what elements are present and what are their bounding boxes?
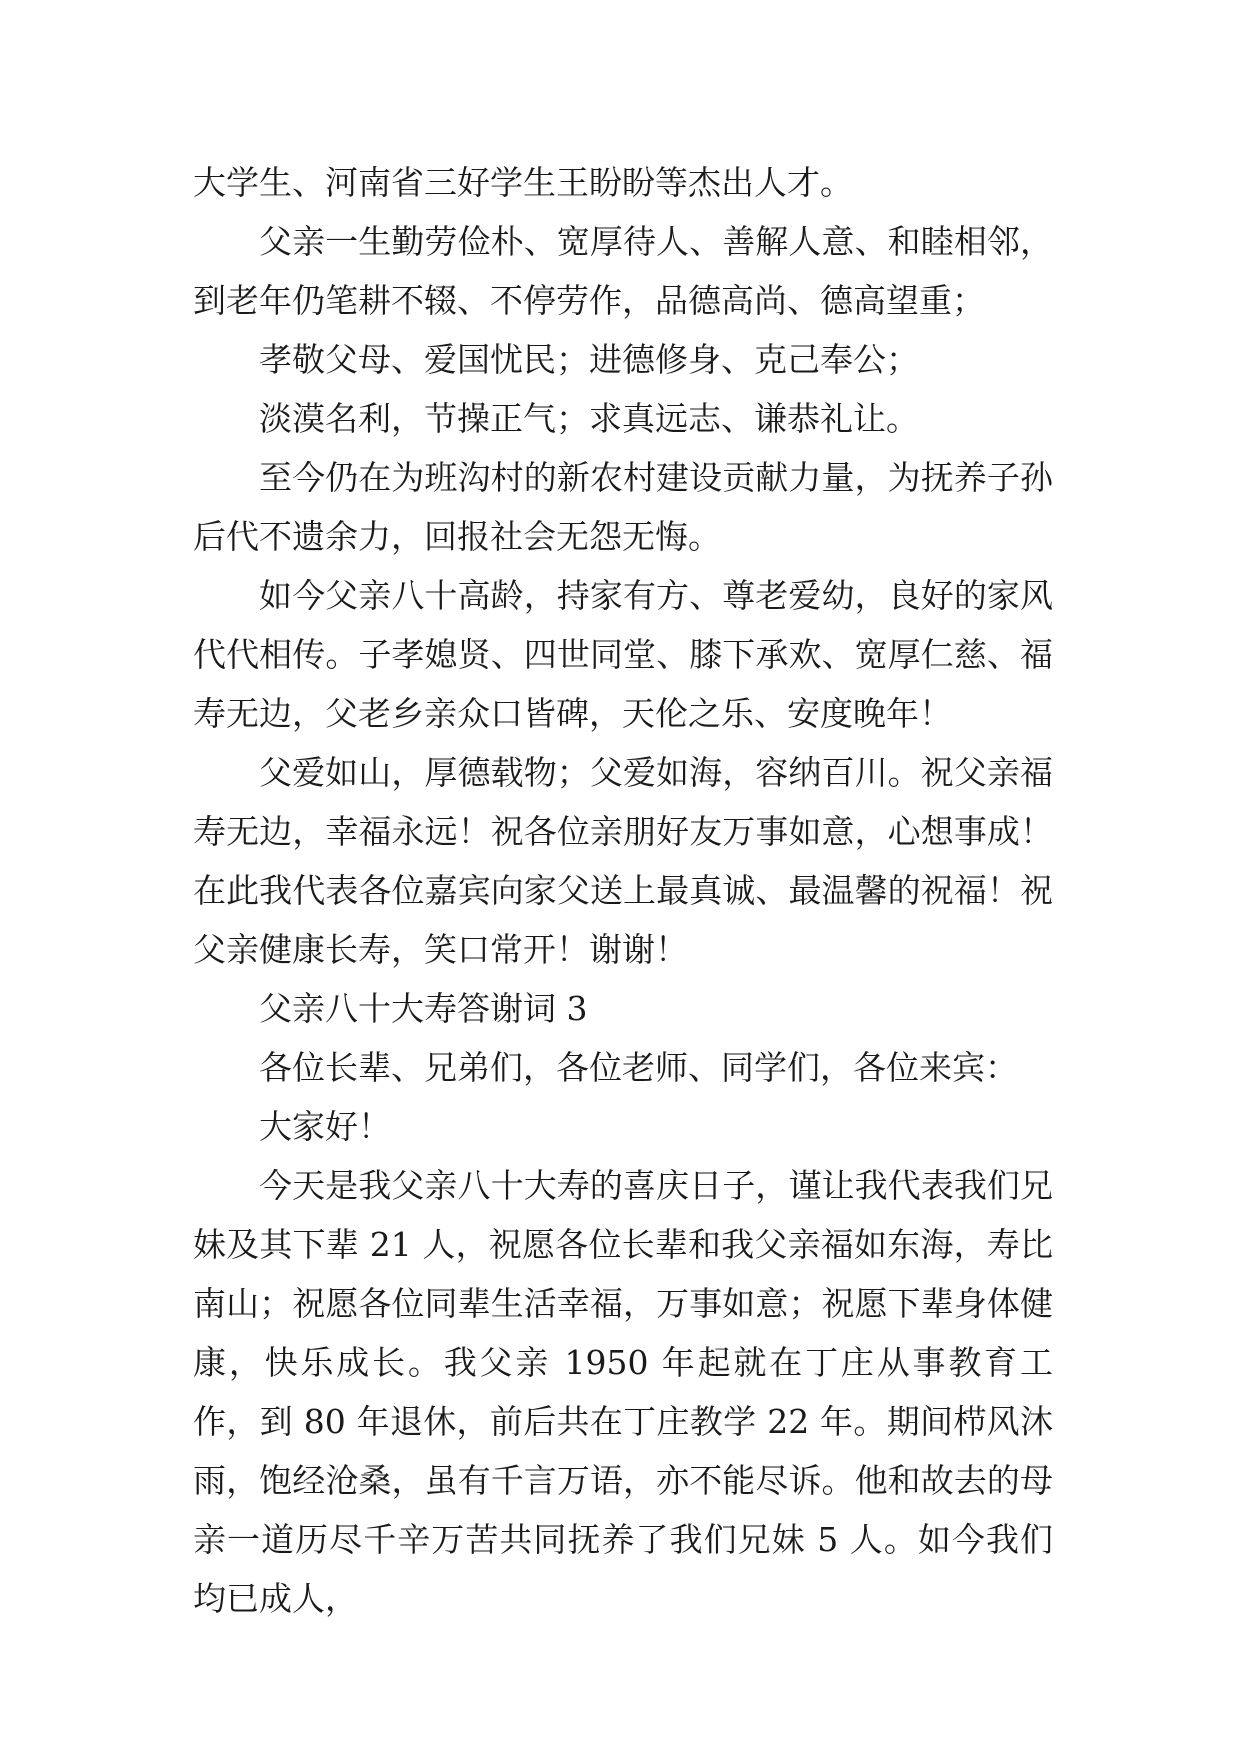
paragraph: 至今仍在为班沟村的新农村建设贡献力量，为抚养子孙后代不遗余力，回报社会无怨无悔。 (193, 458, 1053, 556)
paragraph: 父亲一生勤劳俭朴、宽厚待人、善解人意、和睦相邻，到老年仍笔耕不辍、不停劳作，品德高尚、德高望重； (193, 222, 1053, 320)
salutation: 各位长辈、兄弟们，各位老师、同学们，各位来宾： (259, 1048, 1018, 1087)
section-heading: 父亲八十大寿答谢词 3 (259, 989, 588, 1028)
paragraph: 如今父亲八十高龄，持家有方、尊老爱幼，良好的家风代代相传。子孝媳贤、四世同堂、膝下承欢、宽厚仁慈、福寿无边，父老乡亲众口皆碑，天伦之乐、安度晚年！ (193, 576, 1053, 733)
paragraph: 父爱如山，厚德载物；父爱如海，容纳百川。祝父亲福寿无边，幸福永远！祝各位亲朋好友万事如意，心想事成！在此我代表各位嘉宾向家父送上最真诚、最温馨的祝福！祝父亲健康长寿，笑口常开！谢谢！ (193, 753, 1053, 969)
paragraph: 大学生、河南省三好学生王盼盼等杰出人才。 (193, 163, 853, 202)
paragraph: 孝敬父母、爱国忧民；进德修身、克己奉公； (259, 340, 919, 379)
document-body (193, 153, 1053, 1628)
paragraph: 今天是我父亲八十大寿的喜庆日子，谨让我代表我们兄妹及其下辈 21 人，祝愿各位长辈和我父亲福如东海，寿比南山；祝愿各位同辈生活幸福，万事如意；祝愿下辈身体健康，快乐成长。我父亲 1950 年起就在丁庄从事教育工作，到 80 年退休，前后共在丁庄教学 22 年。期间栉风沐雨，饱经沧桑，虽有千言万语，亦不能尽诉。他和故去的母亲一道历尽千辛万苦共同抚养了我们兄妹 5 人。如今我们均已成人， (193, 1166, 1053, 1618)
paragraph: 淡漠名利，节操正气；求真远志、谦恭礼让。 (259, 399, 919, 438)
greeting: 大家好！ (259, 1107, 391, 1146)
